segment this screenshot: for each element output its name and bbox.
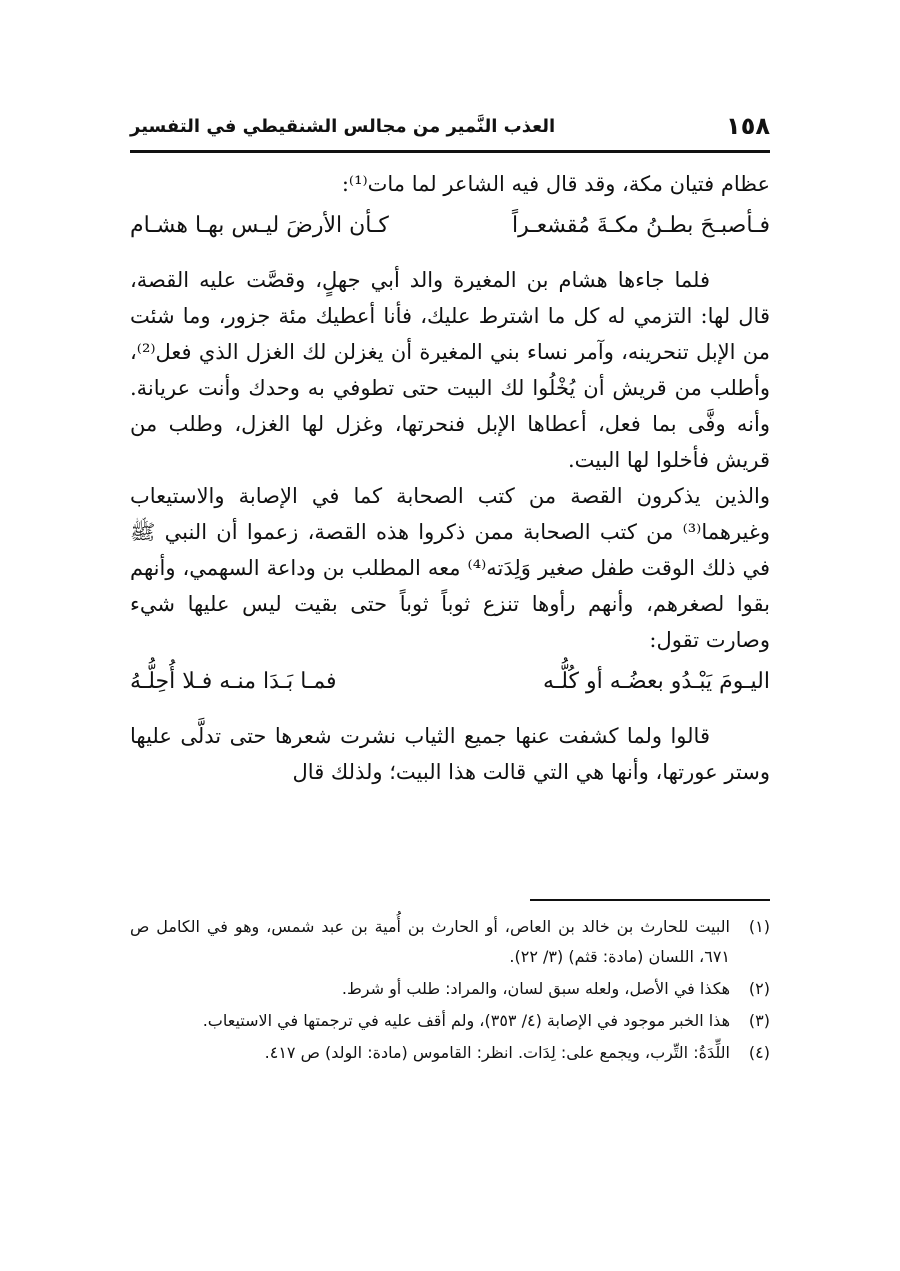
poetry-verse-1	[130, 204, 770, 248]
footnote-text: اللِّدَةُ: التِّرب، ويجمع على: لِدَات. انظر: القاموس (مادة: الولد) ص ٤١٧.	[264, 1043, 730, 1062]
footnote-3	[130, 1006, 770, 1036]
page-number: ١٥٨	[726, 112, 770, 140]
header-rule	[130, 150, 770, 153]
main-text	[130, 166, 770, 790]
footnote-1	[130, 912, 770, 972]
footnote-marker: (٢)	[748, 979, 770, 998]
footnote-marker: (٤)	[748, 1043, 770, 1062]
footnote-marker: (١)	[748, 917, 770, 936]
paragraph-3: قالوا ولما كشفت عنها جميع الثياب نشرت شعرها حتى تدلَّى عليها وستر عورتها، وأنها هي التي قالت هذا البيت؛ ولذلك قال	[130, 724, 770, 784]
paragraph-1: فلما جاءها هشام بن المغيرة والد أبي جهلٍ، وقصَّت عليه القصة، قال لها: التزمي له كل ما اشترط عليك، فأنا أعطيك مئة جزور، وما شئت من الإبل تنحرينه، وآمر نساء بني المغيرة أن يغزلن لك الغزل الذي فعل⁽²⁾، وأطلب من قريش أن يُخْلُوا لك البيت حتى تطوفي به وحدك وأنت عريانة. وأنه وفَّى بما فعل، أعطاها الإبل فنحرتها، وغزل لها الغزل، وطلب من قريش فأخلوا لها البيت.	[130, 268, 770, 472]
footnote-2	[130, 974, 770, 1004]
verse-1-second-hemistich: كـأن الأرضَ ليـس بهـا هشـام	[130, 213, 389, 238]
poetry-verse-2	[130, 660, 770, 704]
intro-line: عظام فتيان مكة، وقد قال فيه الشاعر لما مات⁽¹⁾:	[341, 172, 770, 196]
footnote-4	[130, 1038, 770, 1068]
footnote-text: البيت للحارث بن خالد بن العاص، أو الحارث بن أُمية بن عبد شمس، وهو في الكامل ص ٦٧١، اللسان (مادة: قثم) (٣/ ٢٢).	[130, 917, 730, 966]
verse-2-first-hemistich: اليـومَ يَبْـدُو بعضُـه أو كُلُّـه	[542, 669, 770, 694]
verse-2-second-hemistich: فمـا بَـدَا منـه فـلا أُحِلُّـهُ	[130, 669, 337, 694]
footnote-rule	[530, 899, 770, 901]
running-head	[130, 112, 770, 148]
footnotes	[130, 912, 770, 1070]
book-title: العذب النَّمير من مجالس الشنقيطي في التفسير	[130, 116, 556, 137]
paragraph-2: والذين يذكرون القصة من كتب الصحابة كما في الإصابة والاستيعاب وغيرهما⁽³⁾ من كتب الصحابة ممن ذكروا هذه القصة، زعموا أن النبي ﷺ في ذلك الوقت طفل صغير وَلِدَته⁽⁴⁾ معه المطلب بن وداعة السهمي، وأنهم بقوا لصغرهم، وأنهم رأوها تنزع ثوباً ثوباً حتى بقيت ليس عليها شيء وصارت تقول:	[130, 484, 771, 652]
verse-1-first-hemistich: فـأصبـحَ بطـنُ مكـةَ مُقشعـراً	[512, 213, 770, 238]
footnote-text: هذا الخبر موجود في الإصابة (٤/ ٣٥٣)، ولم أقف عليه في ترجمتها في الاستيعاب.	[202, 1011, 730, 1030]
footnote-marker: (٣)	[748, 1011, 770, 1030]
footnote-text: هكذا في الأصل، ولعله سبق لسان، والمراد: طلب أو شرط.	[341, 979, 730, 998]
